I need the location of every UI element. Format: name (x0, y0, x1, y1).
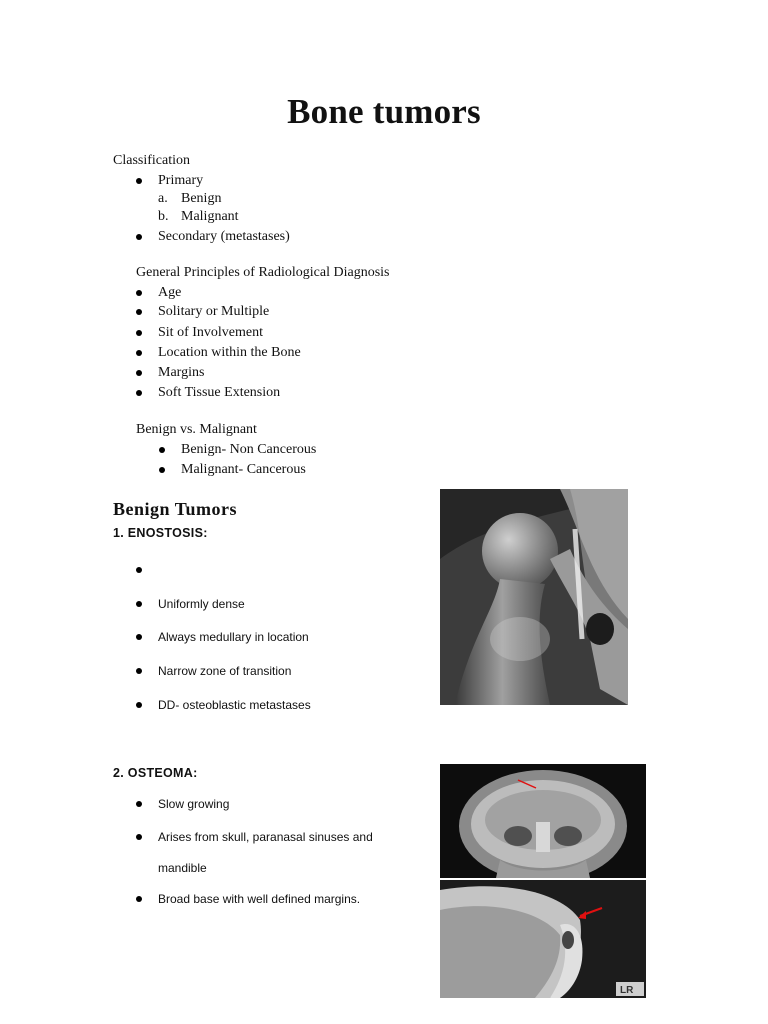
principle-item: Soft Tissue Extension (158, 385, 281, 400)
sub-marker-b: b. (158, 209, 169, 224)
enostosis-item: Always medullary in location (158, 630, 309, 644)
osteoma-item: Arises from skull, paranasal sinuses and (158, 830, 373, 844)
hip-xray-drawing (440, 489, 628, 705)
bullet (136, 801, 142, 807)
skull-lateral-xray-image (440, 880, 646, 998)
principles-heading: General Principles of Radiological Diagnosis (136, 265, 390, 280)
page-title: Bone tumors (287, 92, 481, 131)
bullet (136, 896, 142, 902)
principle-item: Sit of Involvement (158, 325, 263, 340)
bullet (136, 601, 142, 607)
bullet (136, 390, 142, 396)
hip-xray-image (440, 489, 628, 705)
sub-item-malignant: Malignant (181, 209, 239, 224)
osteoma-item: Broad base with well defined margins. (158, 892, 361, 906)
bullet (136, 634, 142, 640)
enostosis-item: Uniformly dense (158, 597, 245, 611)
osteoma-item: Slow growing (158, 797, 230, 811)
bullet (136, 668, 142, 674)
image-logo-text: LR (620, 985, 634, 996)
classification-item-primary: Primary (158, 173, 204, 188)
bullet (136, 350, 142, 356)
bullet (136, 834, 142, 840)
principle-item: Location within the Bone (158, 345, 301, 360)
osteoma-heading: 2. OSTEOMA: (113, 766, 198, 780)
bullet (136, 702, 142, 708)
comparison-heading: Benign vs. Malignant (136, 422, 257, 437)
bullet (136, 330, 142, 336)
section-heading-benign: Benign Tumors (113, 499, 238, 519)
bullet (136, 178, 142, 184)
skull-frontal-xray-image (440, 764, 646, 878)
enostosis-item: Narrow zone of transition (158, 664, 292, 678)
principle-item: Solitary or Multiple (158, 304, 270, 319)
bullet (136, 309, 142, 315)
sub-item-benign: Benign (181, 191, 222, 206)
classification-item-secondary: Secondary (metastases) (158, 229, 290, 244)
bullet (159, 467, 165, 473)
classification-heading: Classification (113, 153, 190, 168)
bullet (136, 370, 142, 376)
sub-marker-a: a. (158, 191, 168, 206)
bullet (136, 234, 142, 240)
enostosis-heading: 1. ENOSTOSIS: (113, 526, 208, 540)
bullet (136, 567, 142, 573)
bullet (136, 290, 142, 296)
osteoma-item-continued: mandible (158, 861, 207, 875)
skull-frontal-drawing (440, 764, 646, 878)
skull-lateral-drawing (440, 880, 646, 998)
enostosis-item: DD- osteoblastic metastases (158, 698, 311, 712)
principle-item: Age (158, 285, 182, 300)
comparison-item: Benign- Non Cancerous (181, 442, 317, 457)
bullet (159, 447, 165, 453)
principle-item: Margins (158, 365, 205, 380)
comparison-item: Malignant- Cancerous (181, 462, 306, 477)
